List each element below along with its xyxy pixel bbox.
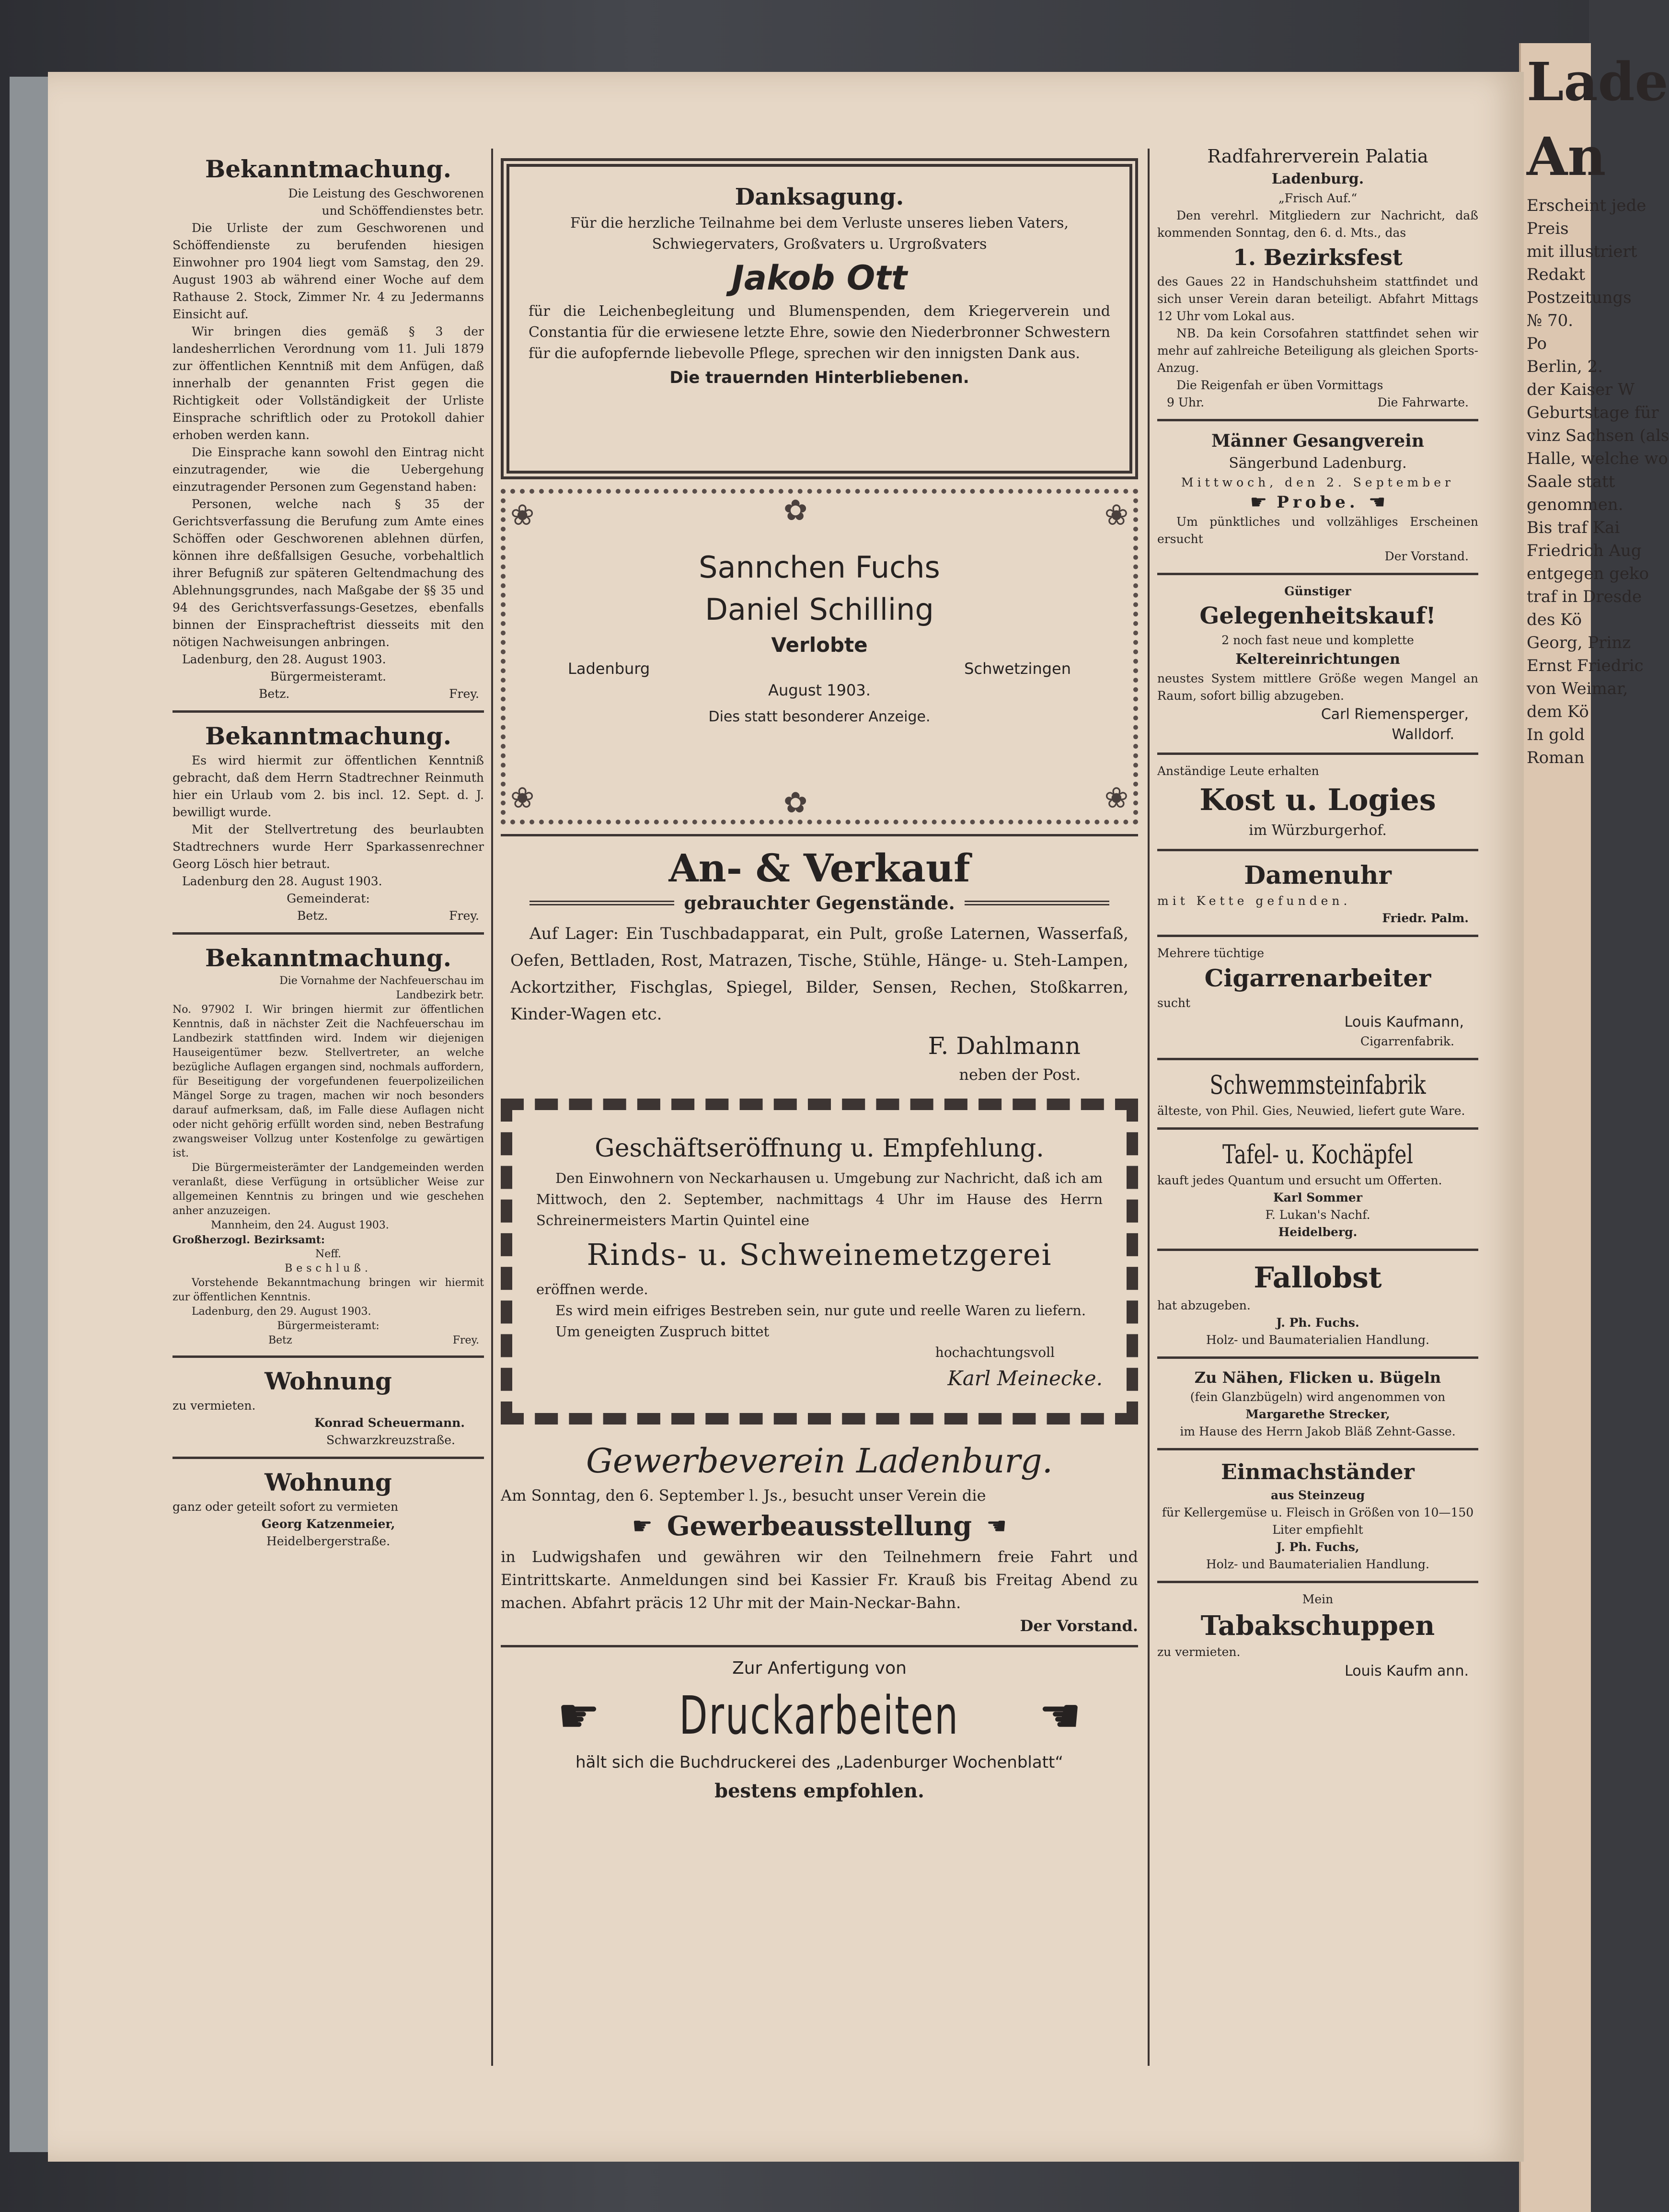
adjacent-page-fragment: Postzeitungs [1527, 288, 1632, 307]
ad-name: Louis Kaufm ann. [1345, 1663, 1469, 1679]
column-rule-2 [1148, 149, 1150, 2066]
ad-text: eröffnen werde. [536, 1281, 648, 1297]
flower-ornament-icon: ❀ [1104, 498, 1128, 532]
ad-text: neustes System mittlere Größe wegen Mangel an Raum, sofort billig abzugeben. [1157, 672, 1478, 703]
divider [501, 834, 1138, 836]
ad-title: Gelegenheitskauf! [1199, 602, 1436, 629]
ad-big-line: Kost u. Logies [1199, 782, 1436, 817]
ad-name: Georg Katzenmeier, [261, 1517, 395, 1531]
ad-name: Friedr. Palm. [1382, 911, 1469, 925]
column-rule-1 [491, 149, 493, 2066]
signature-right: Frey. [449, 687, 479, 701]
signature-right: Frey. [449, 909, 479, 923]
ad-board-lodging [1157, 763, 1478, 841]
ad-text: für Kellergemüse u. Fleisch in Größen von 10—150 Liter empfiehlt [1162, 1506, 1474, 1537]
ad-text: im Würzburgerhof. [1249, 822, 1387, 839]
ad-title: Wohnung [265, 1468, 392, 1496]
notice-title: Bekanntmachung. [205, 722, 452, 750]
divider [1157, 1249, 1478, 1251]
ad-apartment-1 [173, 1366, 484, 1449]
ad-pre: Mehrere tüchtige [1157, 946, 1265, 960]
ad-time: 9 Uhr. [1167, 395, 1205, 409]
ad-title: An- & Verkauf [668, 845, 970, 891]
ad-address: neben der Post. [959, 1065, 1081, 1084]
engagement-date: August 1903. [768, 681, 871, 699]
divider [1157, 935, 1478, 937]
notice-paragraph: Es wird hiermit zur öffentlichen Kenntniß gebracht, daß dem Herrn Stadtrechner Reinmuth hier ein Urlaub vom 2. bis incl. 12. Sept. d. J. bewilligt wurde. [173, 753, 484, 819]
ad-text: Es wird mein eifriges Bestreben sein, nur gute und reelle Waren zu liefern. [555, 1302, 1086, 1319]
ad-big-line: Druckarbeiten [679, 1685, 960, 1746]
rule [529, 901, 674, 905]
adjacent-page-fragment: Redakt [1527, 265, 1586, 284]
adjacent-page-fragment: der Kaiser W [1527, 380, 1635, 399]
ad-text: sucht [1157, 996, 1191, 1010]
divider [173, 932, 484, 935]
divider [1157, 419, 1478, 421]
adjacent-page-fragment: Lade [1527, 51, 1669, 113]
ad-text: mit Kette gefunden. [1157, 894, 1351, 908]
ad-text: in Ludwigshafen und gewähren wir den Teilnehmern freie Fahrt und Eintrittskarte. Anmeldungen sind bei Kassier Fr. Krauß bis Freitag Abend zu machen. Abfahrt präcis 12 Uhr mit der Main-Neckar-Bahn. [501, 1548, 1138, 1612]
ad-big-line: Einmachständer [1221, 1460, 1415, 1484]
ad-title: Gewerbeverein Ladenburg. [586, 1441, 1053, 1481]
ad-big-line: Gewerbeausstellung [667, 1510, 972, 1542]
adjacent-page-fragment: vinz Sachsen (als [1527, 426, 1669, 445]
notice-paragraph: Mit der Stellvertretung des beurlaubten Stadtrechners wurde Herr Sparkassenrechner Georg Lösch hier betraut. [173, 822, 484, 871]
divider [173, 710, 484, 713]
adjacent-page-fragment: In gold [1527, 725, 1585, 744]
divider [501, 1645, 1138, 1647]
ad-big-line: Schwemmsteinfabrik [1209, 1070, 1426, 1100]
ad-text: kauft jedes Quantum und ersucht um Offerten. [1157, 1173, 1442, 1187]
engagement-note: Dies statt besonderer Anzeige. [708, 708, 931, 725]
engaged-name-2: Daniel Schilling [705, 592, 934, 627]
ad-apartment-2 [173, 1467, 484, 1550]
divider [1157, 1127, 1478, 1130]
adjacent-page-fragment: Georg, Prinz [1527, 633, 1631, 652]
notice-paragraph: No. 97902 I. Wir bringen hiermit zur öffentlichen Kenntnis, daß in nächster Zeit die Nachfeuerschau im Landbezirk stattfinden wird. Indem wir diejenigen Hauseigentümer bezw. Stellvertreter, an welche bezügliche Auflagen ergangen sind, nochmals auffordern, für Beseitigung der vorgefundenen feuerpolizeilichen Mängel Sorge zu tragen, machen wir noch besonders darauf aufmerksam, daß, im Falle diese Auflagen nicht oder nicht gehörig erfüllt worden sind, neben Bestrafung zwangsweiser Vollzug unter Kostenfolge zu gewärtigen ist. [173, 1004, 484, 1159]
ad-text: bestens empfohlen. [714, 1780, 924, 1802]
ad-name: J. Ph. Fuchs, [1276, 1540, 1359, 1554]
adjacent-page-fragment: Bis traf Kai [1527, 518, 1620, 537]
divider [1157, 1058, 1478, 1060]
ad-title: Männer Gesangverein [1211, 431, 1425, 451]
divider [1157, 573, 1478, 575]
ad-signature: Der Vorstand. [1384, 549, 1469, 563]
notice-title: Bekanntmachung. [205, 155, 452, 183]
ad-trade-association [501, 1438, 1138, 1637]
ad-text: Um geneigten Zuspruch bittet [555, 1323, 770, 1340]
notice-date: Ladenburg, den 29. August 1903. [192, 1306, 371, 1318]
ad-big-line: Fallobst [1254, 1261, 1382, 1295]
ad-engagement [501, 489, 1138, 824]
notice-office: Bürgermeisteramt: [277, 1320, 380, 1332]
column-3 [1157, 91, 1478, 1682]
ad-cycling-club [1157, 144, 1478, 411]
ad-text: zu vermieten. [1157, 1645, 1241, 1659]
adjacent-page-fragment: Preis [1527, 219, 1569, 238]
ad-name: Louis Kaufmann, [1344, 1014, 1464, 1031]
ad-name: Carl Riemensperger, [1321, 706, 1469, 723]
pointing-hand-right-icon: ☛ [1250, 491, 1267, 513]
adjacent-page-fragment: von Weimar, [1527, 679, 1628, 698]
ad-firm: F. Lukan's Nachf. [1265, 1208, 1370, 1222]
adjacent-page-fragment: Friedrich Aug [1527, 541, 1642, 560]
flower-ornament-icon: ❀ [510, 498, 535, 532]
ad-cigar-workers [1157, 945, 1478, 1050]
ad-big-line: Tabakschuppen [1200, 1610, 1435, 1642]
flower-ornament-icon: ❀ [510, 781, 535, 815]
ad-apples [1157, 1137, 1478, 1241]
adjacent-page-fragment: mit illustriert [1527, 242, 1637, 261]
engaged-name-1: Sannchen Fuchs [699, 550, 940, 585]
engaged-word: Verlobte [771, 633, 868, 657]
signature-left: Betz [268, 1334, 292, 1346]
ad-big-line: Zu Nähen, Flicken u. Bügeln [1194, 1368, 1441, 1387]
notice-jury [173, 153, 484, 703]
ad-motto: „Frisch Auf.“ [1278, 191, 1358, 205]
divider [173, 1457, 484, 1459]
column-1 [173, 91, 484, 1550]
signature-left: Betz. [259, 687, 290, 701]
notice-leave [173, 720, 484, 925]
ad-signature: Die trauernden Hinterbliebenen. [669, 368, 969, 387]
notice-date: Ladenburg den 28. August 1903. [182, 874, 382, 888]
notice-paragraph: Personen, welche nach § 35 der Gerichtsverfassung die Berufung zum Amte eines Schöffen oder Geschworenen ablehnen dürfen, können ihre deßfallsigen Gesuche, vorbehaltlich ihrer Befugniß zur späteren Geltendmachung des Ablehnungsgrundes, nach Maßgabe der §§ 35 und 94 des Gerichtsverfassungs-Gesetzes, ebenfalls binnen der Einspracheftrist diesseits mit den nötigen Nachweisungen anbringen. [173, 497, 484, 649]
adjacent-page-fragment: Roman [1527, 748, 1585, 767]
ad-name: Margarethe Strecker, [1245, 1407, 1390, 1421]
adjacent-page-edge [1519, 43, 1669, 2212]
divider [1157, 1448, 1478, 1450]
ad-preserving-jars [1157, 1458, 1478, 1573]
rule [965, 901, 1109, 905]
notice-paragraph: Die Einsprache kann sowohl den Eintrag nicht einzutragender, wie die Uebergehung einzutragender Personen zum Gegenstand haben: [173, 445, 484, 494]
adjacent-page-fragment: Berlin, 2. [1527, 357, 1603, 376]
notice-resolution: Beschluß. [285, 1262, 372, 1274]
notice-date: Mannheim, den 24. August 1903. [211, 1219, 389, 1231]
ad-text: Auf Lager: Ein Tuschbadapparat, ein Pult, große Laternen, Wasserfaß, Oefen, Bettladen, Rost, Matrazen, Tische, Stühle, Hänge- u. Steh-Lampen, Ackortzither, Fischglas, Spiegel, Bilder, Sensen, Rechen, Stoßkarren, Kinder-Wagen etc. [510, 924, 1128, 1024]
adjacent-page-fragment: Po [1527, 334, 1547, 353]
deceased-name: Jakob Ott [731, 258, 908, 298]
notice-office: Bürgermeisteramt. [270, 670, 386, 683]
notice-subject: Die Vornahme der Nachfeuerschau im Landbezirk betr. [279, 975, 484, 1001]
ad-address: Schwarzkreuzstraße. [326, 1433, 455, 1447]
notice-fire-inspection [173, 942, 484, 1348]
ad-bargain [1157, 583, 1478, 745]
notice-paragraph: Die Urliste der zum Geschworenen und Schöffendienste zu berufenden hiesigen Einwohner pro 1904 liegt vom Samstag, den 29. August 1903 ab während einer Woche auf dem Rathause 2. Stock, Zimmer Nr. 4 zu Jedermanns Einsicht auf. [173, 221, 484, 321]
pointing-hand-left-icon: ☚ [986, 1513, 1007, 1540]
ad-signature: Der Vorstand. [1020, 1617, 1138, 1635]
notice-office: Gemeinderat: [287, 892, 370, 905]
divider [1157, 1356, 1478, 1359]
ad-place: Walldorf. [1392, 726, 1454, 743]
notice-subject: Die Leistung des Geschworenen und Schöffendienstes betr. [288, 186, 484, 218]
pointing-hand-left-icon: ☚ [1368, 491, 1386, 513]
ad-windfall-fruit [1157, 1259, 1478, 1349]
ad-place: Ladenburg. [1271, 171, 1364, 187]
ad-text: des Gaues 22 in Handschuhsheim stattfindet und sich unser Verein daran beteiligt. Abfahrt Mittags 12 Uhr vom Lokal aus. [1157, 275, 1478, 323]
ad-firm: Holz- und Baumaterialien Handlung. [1206, 1557, 1430, 1571]
adjacent-page-fragment: entgegen geko [1527, 564, 1649, 583]
ad-text: Zur Anfertigung von [732, 1658, 907, 1678]
ad-text: (fein Glanzbügeln) wird angenommen von [1190, 1390, 1446, 1404]
flower-ornament-icon: ❀ [1104, 781, 1128, 815]
ad-line: zu vermieten. [173, 1399, 256, 1413]
ad-subtitle: Sängerbund Ladenburg. [1229, 455, 1407, 472]
ad-name: Konrad Scheuermann. [314, 1416, 465, 1430]
divider [1157, 753, 1478, 755]
adjacent-page-fragment: Geburtstage für [1527, 403, 1659, 422]
ad-text: für die Leichenbegleitung und Blumenspenden, dem Kriegerverein und Constantia für die erwiesene letzte Ehre, sowie den Niederbronner Schwestern für die aufopfernde liebevolle Pflege, sprechen wir den innigsten Dank aus. [529, 303, 1110, 362]
ad-text: älteste, von Phil. Gies, Neuwied, liefert gute Ware. [1157, 1104, 1465, 1118]
adjacent-page-fragment: traf in Dresde [1527, 587, 1642, 606]
ad-place: Heidelberg. [1278, 1225, 1358, 1239]
ad-lost-watch [1157, 859, 1478, 927]
notice-signer: Neff. [315, 1248, 342, 1260]
ad-pre: Anständige Leute erhalten [1157, 764, 1319, 778]
ad-text: NB. Da kein Corsofahren stattfindet sehen wir mehr auf zahlreiche Beteiligung als gleichen Sports-Anzug. [1157, 326, 1478, 375]
ad-big-line: Rinds- u. Schweinemetzgerei [587, 1237, 1052, 1272]
adjacent-page-fragment: An [1527, 126, 1606, 187]
ad-text: Die Reigenfah er üben Vormittags [1176, 378, 1383, 392]
place-left: Ladenburg [568, 660, 650, 678]
ad-firm: Holz- und Baumaterialien Handlung. [1206, 1333, 1430, 1347]
ad-title: Geschäftseröffnung u. Empfehlung. [595, 1134, 1044, 1163]
ad-big-line: Cigarrenarbeiter [1204, 964, 1431, 992]
ad-text: Den verehrl. Mitgliedern zur Nachricht, daß kommenden Sonntag, den 6. d. Mts., das [1157, 208, 1478, 240]
ad-subtitle: gebrauchter Gegenstände. [684, 892, 955, 914]
ad-thanks [501, 158, 1138, 479]
bouquet-ornament-icon: ✿ [783, 786, 808, 820]
book-spine [10, 77, 51, 2152]
ad-name: Karl Sommer [1273, 1191, 1362, 1204]
ad-pre: Günstiger [1284, 584, 1351, 598]
ad-title: Damenuhr [1244, 861, 1392, 890]
ad-big-line: Tafel- u. Kochäpfel [1222, 1139, 1413, 1170]
ad-subtitle: aus Steinzeug [1270, 1488, 1365, 1502]
ad-choir [1157, 429, 1478, 565]
ad-text: Um pünktliches und vollzähliges Erscheinen ersucht [1157, 515, 1478, 546]
ad-big-line: 1. Bezirksfest [1233, 244, 1403, 270]
ad-sewing [1157, 1367, 1478, 1440]
ad-pre: Mein [1302, 1592, 1334, 1606]
ad-firm: Cigarrenfabrik. [1360, 1034, 1454, 1048]
ad-text: Für die herzliche Teilnahme bei dem Verluste unseres lieben Vaters, Schwiegervaters, Großvaters u. Urgroßvaters [570, 215, 1069, 253]
ad-text: hat abzugeben. [1157, 1298, 1251, 1312]
ad-text: Am Sonntag, den 6. September l. Js., besucht unser Verein die [501, 1486, 986, 1505]
notice-paragraph: Vorstehende Bekanntmachung bringen wir hiermit zur öffentlichen Kenntnis. [173, 1277, 484, 1303]
ad-name: J. Ph. Fuchs. [1276, 1316, 1359, 1330]
ad-text: 2 noch fast neue und komplette [1221, 633, 1414, 647]
ad-text: im Hause des Herrn Jakob Bläß Zehnt-Gasse. [1180, 1424, 1456, 1438]
ad-shop-opening [501, 1099, 1138, 1424]
divider [1157, 1581, 1478, 1583]
adjacent-page-fragment: Saale statt [1527, 472, 1615, 491]
pointing-hand-right-icon: ☛ [632, 1513, 653, 1540]
adjacent-page-fragment: dem Kö [1527, 702, 1589, 721]
adjacent-page-fragment: № 70. [1527, 311, 1574, 330]
ad-printing [501, 1655, 1138, 1807]
ad-signature: Die Fahrwarte. [1377, 395, 1469, 409]
ad-big-line: Probe. [1277, 493, 1359, 512]
ad-line: ganz oder geteilt sofort zu vermieten [173, 1500, 399, 1514]
adjacent-page-fragment: Halle, welche wo [1527, 449, 1668, 468]
adjacent-page-fragment: Erscheint jede [1527, 196, 1646, 215]
place-right: Schwetzingen [964, 660, 1071, 678]
ad-title: Wohnung [265, 1367, 392, 1395]
notice-paragraph: Die Bürgermeisterämter der Landgemeinden werden veranlaßt, diese Verfügung in ortsüblicher Weise zur allgemeinen Kenntnis zu bringen und wie geschehen anher anzuzeigen. [173, 1162, 484, 1217]
notice-paragraph: Wir bringen dies gemäß § 3 der landesherrlichen Verordnung vom 11. Juli 1879 zur öffentlichen Kenntniß mit dem Anfügen, daß innerhalb der genannten Frist gegen die Richtigkeit oder Vollständigkeit der Urliste Einsprache schriftlich oder zu Protokoll dahier erhoben werden kann. [173, 324, 484, 442]
adjacent-page-fragment: des Kö [1527, 610, 1582, 629]
notice-date: Ladenburg, den 28. August 1903. [182, 652, 386, 666]
ad-title: Radfahrerverein Palatia [1207, 146, 1428, 167]
ad-title: Danksagung. [735, 184, 904, 210]
bouquet-ornament-icon: ✿ [783, 494, 808, 527]
ad-big-line: Keltereinrichtungen [1235, 651, 1400, 668]
adjacent-page-fragment: genommen. [1527, 495, 1623, 514]
signature-left: Betz. [297, 909, 328, 923]
column-2 [501, 91, 1138, 1807]
pointing-hand-right-icon: ☛ [557, 1687, 600, 1744]
pointing-hand-left-icon: ☚ [1038, 1687, 1082, 1744]
ad-greeting: hochachtungsvoll [935, 1344, 1055, 1360]
adjacent-page-fragment: Ernst Friedric [1527, 656, 1644, 675]
ad-text: Den Einwohnern von Neckarhausen u. Umgebung zur Nachricht, daß ich am Mittwoch, den 2. September, nachmittags 4 Uhr im Hause des Herrn Schreinermeisters Martin Quintel eine [536, 1170, 1103, 1228]
ad-date: Mittwoch, den 2. September [1181, 475, 1454, 489]
notice-title: Bekanntmachung. [205, 944, 452, 972]
ad-tobacco-shed [1157, 1591, 1478, 1682]
ad-signature: Karl Meinecke. [947, 1367, 1103, 1390]
signature-right: Frey. [452, 1334, 479, 1346]
divider [1157, 849, 1478, 851]
ad-pumice-factory [1157, 1068, 1478, 1120]
divider [173, 1355, 484, 1358]
ad-buy-sell [501, 844, 1138, 1085]
notice-office: Großherzogl. Bezirksamt: [173, 1234, 325, 1246]
ad-text: hält sich die Buchdruckerei des „Ladenburger Wochenblatt“ [576, 1753, 1063, 1772]
ad-address: Heidelbergerstraße. [266, 1534, 391, 1548]
ad-name: F. Dahlmann [928, 1032, 1081, 1060]
